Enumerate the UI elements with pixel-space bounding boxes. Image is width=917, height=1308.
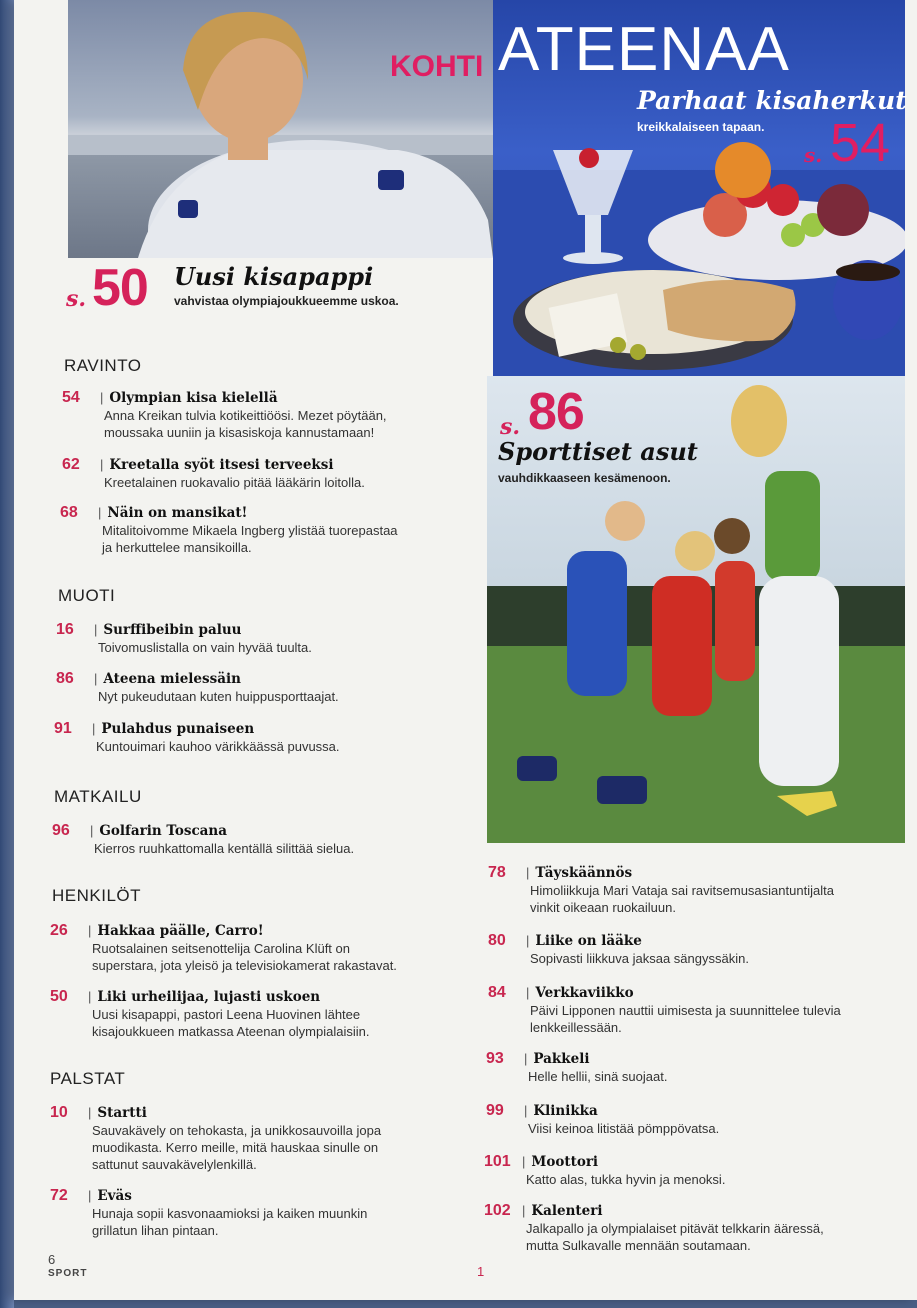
toc-entry[interactable]: 26 | Hakkaa päälle, Carro! Ruotsalainen seitsenottelija Carolina Klüft on superstara, jota yleisö ja televisiokamerat rakastavat. — [50, 922, 480, 974]
toc-page-number: 62 — [62, 456, 80, 473]
photo-pastor — [68, 0, 493, 258]
toc-desc: Sopivasti liikkuva jaksaa sängyssäkin. — [530, 951, 749, 966]
pastor-feature-subtitle: vahvistaa olympiajoukkueemme uskoa. — [174, 294, 399, 308]
toc-desc: vinkit oikeaan ruokailuun. — [530, 900, 676, 915]
pastor-feature-title: Uusi kisapappi — [174, 262, 374, 291]
toc-desc: sattunut sauvakävelylenkillä. — [92, 1157, 257, 1172]
toc-page-number: 99 — [486, 1102, 504, 1119]
footer-magazine-name: SPORT — [48, 1268, 88, 1279]
toc-desc: Ruotsalainen seitsenottelija Carolina Klüft on — [92, 941, 350, 956]
toc-page-number: 84 — [488, 984, 506, 1001]
toc-title: Moottori — [531, 1154, 599, 1170]
toc-desc: kisajoukkueen matkassa Ateenan olympialaisiin. — [92, 1024, 370, 1039]
toc-desc: Toivomuslistalla on vain hyvää tuulta. — [98, 640, 312, 655]
toc-desc: Kreetalainen ruokavalio pitää lääkärin loitolla. — [104, 475, 365, 490]
toc-title: Täyskäännös — [535, 865, 633, 881]
toc-desc: muodikasta. Kerro meille, mitä hauskaa sinulle on — [92, 1140, 379, 1155]
toc-desc: Himoliikkuja Mari Vataja sai ravitsemusasiantuntijalta — [530, 883, 834, 898]
toc-desc: Jalkapallo ja olympialaiset pitävät telkkarin ääressä, — [526, 1221, 824, 1236]
toc-entry[interactable]: 10 | Startti Sauvakävely on tehokasta, ja unikkosauvoilla jopa muodikasta. Kerro meille, mitä hauskaa sinulle on sattunut sauvakävelylenkillä. — [50, 1104, 480, 1173]
toc-entry[interactable]: 91 | Pulahdus punaiseen Kuntouimari kauhoo värikkäässä puvussa. — [54, 720, 484, 755]
toc-desc: Kuntouimari kauhoo värikkäässä puvussa. — [96, 739, 340, 754]
toc-desc: mutta Sulkavalle mennään soutamaan. — [526, 1238, 751, 1253]
toc-page-number: 16 — [56, 621, 74, 638]
toc-title: Liki urheilijaa, lujasti uskoen — [97, 989, 321, 1005]
toc-entry[interactable]: 80 | Liike on lääke Sopivasti liikkuva jaksaa sängyssäkin. — [488, 932, 898, 967]
toc-title: Ateena mielessäin — [103, 671, 241, 687]
toc-entry[interactable]: 99 | Klinikka Viisi keinoa litistää pömppövatsa. — [486, 1102, 896, 1137]
toc-entry[interactable]: 16 | Surffibeibin paluu Toivomuslistalla on vain hyvää tuulta. — [56, 621, 486, 656]
toc-page-number: 68 — [60, 504, 78, 521]
toc-title: Verkkaviikko — [535, 985, 634, 1001]
toc-entry[interactable]: 93 | Pakkeli Helle hellii, sinä suojaat. — [486, 1050, 896, 1085]
toc-page-number: 86 — [56, 670, 74, 687]
toc-entry[interactable]: 101 | Moottori Katto alas, tukka hyvin ja menoksi. — [484, 1153, 894, 1188]
toc-title: Pulahdus punaiseen — [101, 721, 255, 737]
section-ravinto: RAVINTO — [64, 356, 142, 375]
toc-page-number: 91 — [54, 720, 72, 737]
toc-desc: ja herkuttelee mansikoilla. — [102, 540, 252, 555]
pastor-feature-s: s. — [66, 286, 87, 312]
toc-desc: Nyt pukeudutaan kuten huippusporttaajat. — [98, 689, 339, 704]
toc-page-number: 80 — [488, 932, 506, 949]
toc-page-number: 96 — [52, 822, 70, 839]
toc-title: Klinikka — [533, 1103, 598, 1119]
toc-desc: grillatun lihan pintaan. — [92, 1223, 219, 1238]
toc-entry[interactable]: 50 | Liki urheilijaa, lujasti uskoen Uusi kisapappi, pastori Leena Huovinen lähtee kisajoukkueen matkassa Ateenan olympialaisiin. — [50, 988, 480, 1040]
toc-entry[interactable]: 62 | Kreetalla syöt itsesi terveeksi Kreetalainen ruokavalio pitää lääkärin loitolla. — [62, 456, 492, 491]
footer-page-right: 1 — [477, 1264, 485, 1279]
toc-page-number: 50 — [50, 988, 68, 1005]
toc-desc: Anna Kreikan tulvia kotikeittiöösi. Mezet pöytään, — [104, 408, 387, 423]
toc-page-number: 72 — [50, 1187, 68, 1204]
toc-title: Surffibeibin paluu — [103, 622, 242, 638]
toc-desc: Viisi keinoa litistää pömppövatsa. — [528, 1121, 720, 1136]
page-spine — [0, 0, 14, 1308]
pastor-feature-page: 50 — [92, 259, 148, 317]
toc-title: Eväs — [97, 1188, 132, 1204]
toc-desc: superstara, jota yleisö ja televisiokamerat rakastavat. — [92, 958, 397, 973]
toc-desc: Helle hellii, sinä suojaat. — [528, 1069, 668, 1084]
toc-page-number: 26 — [50, 922, 68, 939]
food-feature-title: Parhaat kisaherkut — [637, 86, 907, 115]
toc-entry[interactable]: 68 | Näin on mansikat! Mitalitoivomme Mikaela Ingberg ylistää tuorepastaa ja herkuttelee mansikoilla. — [60, 504, 490, 556]
toc-desc: Sauvakävely on tehokasta, ja unikkosauvoilla jopa — [92, 1123, 382, 1138]
food-feature-s: s. — [804, 143, 823, 167]
fashion-feature-s: s. — [500, 414, 521, 440]
section-muoti: MUOTI — [58, 586, 116, 605]
toc-page-number: 93 — [486, 1050, 504, 1067]
toc-entry[interactable]: 86 | Ateena mielessäin Nyt pukeudutaan kuten huippusporttaajat. — [56, 670, 486, 705]
toc-desc: Kierros ruuhkattomalla kentällä silittää sielua. — [94, 841, 355, 856]
fashion-feature-page: 86 — [528, 383, 584, 441]
fashion-feature-title: Sporttiset asut — [498, 437, 698, 466]
toc-desc: Päivi Lipponen nauttii uimisesta ja suunnittelee tulevia — [530, 1003, 841, 1018]
section-palstat: PALSTAT — [50, 1069, 126, 1088]
pastor-illustration — [68, 0, 493, 258]
toc-entry[interactable]: 84 | Verkkaviikko Päivi Lipponen nauttii uimisesta ja suunnittelee tulevia lenkkeillessään. — [488, 984, 898, 1036]
toc-entry[interactable]: 102 | Kalenteri Jalkapallo ja olympialaiset pitävät telkkarin ääressä, mutta Sulkavalle mennään soutamaan. — [484, 1202, 894, 1254]
section-matkailu: MATKAILU — [54, 787, 142, 806]
header-ateenaa: ATEENAA — [498, 15, 790, 84]
toc-page-number: 102 — [484, 1202, 511, 1219]
toc-desc: lenkkeillessään. — [530, 1020, 622, 1035]
toc-title: Golfarin Toscana — [99, 823, 227, 839]
toc-desc: Mitalitoivomme Mikaela Ingberg ylistää tuorepastaa — [102, 523, 398, 538]
fashion-feature-subtitle: vauhdikkaaseen kesämenoon. — [498, 471, 671, 485]
toc-entry[interactable]: 96 | Golfarin Toscana Kierros ruuhkattomalla kentällä silittää sielua. — [52, 822, 482, 857]
toc-title: Hakkaa päälle, Carro! — [97, 923, 264, 939]
toc-desc: Uusi kisapappi, pastori Leena Huovinen lähtee — [92, 1007, 361, 1022]
toc-page-number: 54 — [62, 389, 80, 406]
toc-page-number: 78 — [488, 864, 506, 881]
toc-title: Näin on mansikat! — [107, 505, 248, 521]
toc-entry[interactable]: 78 | Täyskäännös Himoliikkuja Mari Vataja sai ravitsemusasiantuntijalta vinkit oikeaan ruokailuun. — [488, 864, 898, 916]
toc-title: Kalenteri — [531, 1203, 603, 1219]
toc-entry[interactable]: 72 | Eväs Hunaja sopii kasvonaamioksi ja kaiken muunkin grillatun lihan pintaan. — [50, 1187, 480, 1239]
toc-page-number: 10 — [50, 1104, 68, 1121]
toc-title: Kreetalla syöt itsesi terveeksi — [109, 457, 334, 473]
toc-desc: Hunaja sopii kasvonaamioksi ja kaiken muunkin — [92, 1206, 368, 1221]
toc-desc: Katto alas, tukka hyvin ja menoksi. — [526, 1172, 726, 1187]
food-feature-page: 54 — [830, 113, 891, 173]
toc-entry[interactable]: 54 | Olympian kisa kielellä Anna Kreikan tulvia kotikeittiöösi. Mezet pöytään, moussaka uuniin ja kisasiskoja kannustamaan! — [62, 389, 492, 441]
toc-title: Pakkeli — [533, 1051, 590, 1067]
food-feature-subtitle: kreikkalaiseen tapaan. — [637, 120, 765, 134]
toc-page-number: 101 — [484, 1153, 511, 1170]
toc-title: Startti — [97, 1105, 147, 1121]
header-kohti: KOHTI — [390, 50, 484, 83]
footer-page-left: 6 — [48, 1252, 56, 1267]
toc-desc: moussaka uuniin ja kisasiskoja kannustamaan! — [104, 425, 375, 440]
toc-title: Olympian kisa kielellä — [109, 390, 278, 406]
section-henkilot: HENKILÖT — [52, 886, 142, 905]
toc-title: Liike on lääke — [535, 933, 642, 949]
